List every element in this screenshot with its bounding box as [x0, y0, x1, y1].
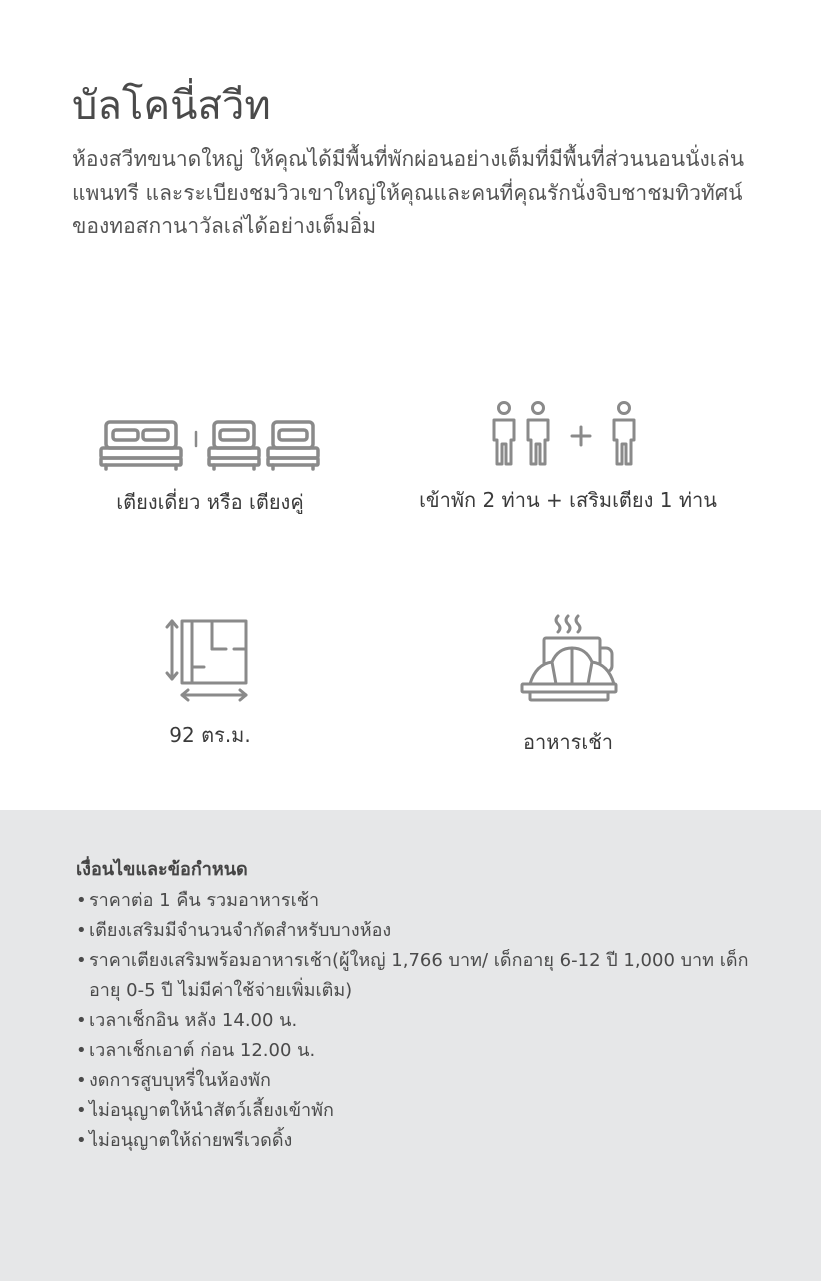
room-description: ห้องสวีทขนาดใหญ่ ให้คุณได้มีพื้นที่พักผ่อนอย่างเต็มที่มีพื้นที่ส่วนนอนนั่งเล่น แพนทรี และระเบียงชมวิวเขาใหญ่ให้คุณและคนที่คุณรักนั่งจิบชาชมทิวทัศน์ของทอสกานาวัลเล่ได้อย่างเต็มอิ่ม	[72, 147, 745, 238]
floor-plan-icon	[164, 615, 256, 705]
feature-size	[30, 615, 390, 749]
condition-item: • ราคาต่อ 1 คืน รวมอาหารเช้า	[76, 886, 776, 916]
feature-guests-label: เข้าพัก 2 ท่าน + เสริมเตียง 1 ท่าน	[419, 488, 717, 512]
breakfast-icon	[518, 612, 618, 712]
condition-item: • เวลาเช็กอิน หลัง 14.00 น.	[76, 1006, 776, 1036]
condition-item: • ไม่อนุญาตให้นำสัตว์เลี้ยงเข้าพัก	[76, 1096, 776, 1126]
conditions-title: เงื่อนไขและข้อกำหนด	[76, 859, 248, 880]
bed-icon	[98, 410, 322, 472]
condition-item: • งดการสูบบุหรี่ในห้องพัก	[76, 1066, 776, 1096]
condition-item: • เวลาเช็กเอาต์ ก่อน 12.00 น.	[76, 1036, 776, 1066]
feature-bed	[30, 410, 390, 516]
condition-item: • เตียงเสริมมีจำนวนจำกัดสำหรับบางห้อง	[76, 916, 776, 946]
feature-bed-label: เตียงเดี่ยว หรือ เตียงคู่	[116, 490, 304, 514]
condition-item: • ราคาเตียงเสริมพร้อมอาหารเช้า(ผู้ใหญ่ 1,766 บาท/ เด็กอายุ 6-12 ปี 1,000 บาท เด็กอายุ 0-5 ปี ไม่มีค่าใช้จ่ายเพิ่มเติม)	[76, 946, 776, 1006]
condition-item: • ไม่อนุญาตให้ถ่ายพรีเวดดิ้ง	[76, 1126, 776, 1156]
feature-breakfast	[388, 612, 748, 756]
feature-size-label: 92 ตร.ม.	[169, 723, 251, 747]
guests-icon	[486, 400, 650, 470]
room-title: บัลโคนี่สวีท	[72, 83, 271, 129]
conditions-panel	[0, 810, 821, 1281]
feature-guests	[388, 400, 748, 514]
conditions-list	[76, 886, 776, 1156]
feature-breakfast-label: อาหารเช้า	[522, 730, 614, 754]
